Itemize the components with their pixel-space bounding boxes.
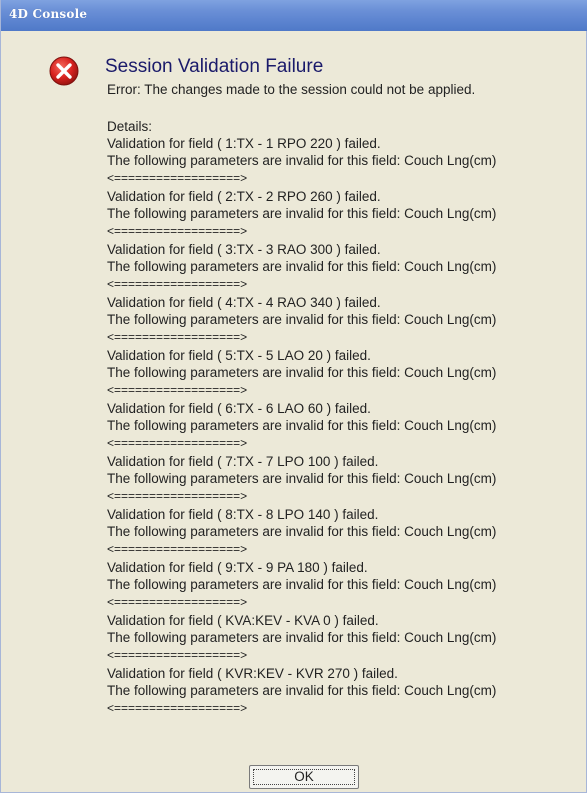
validation-line: Validation for field ( 4:TX - 4 RAO 340 ) failed. — [107, 295, 381, 310]
validation-line: Validation for field ( KVA:KEV - KVA 0 ) failed. — [107, 613, 379, 628]
error-message: Error: The changes made to the session could not be applied. — [107, 82, 476, 97]
invalid-params-line: The following parameters are invalid for this field: Couch Lng(cm) — [107, 312, 497, 327]
invalid-params-line: The following parameters are invalid for this field: Couch Lng(cm) — [107, 418, 497, 433]
details-label: Details: — [107, 119, 153, 134]
invalid-params-line: The following parameters are invalid for this field: Couch Lng(cm) — [107, 206, 497, 221]
validation-line: Validation for field ( 5:TX - 5 LAO 20 ) failed. — [107, 348, 371, 363]
invalid-params-line: The following parameters are invalid for this field: Couch Lng(cm) — [107, 471, 497, 486]
separator-line: <==================> — [107, 224, 248, 238]
window-title: 4D Console — [9, 7, 88, 21]
validation-line: Validation for field ( 2:TX - 2 RPO 260 ) failed. — [107, 189, 381, 204]
invalid-params-line: The following parameters are invalid for this field: Couch Lng(cm) — [107, 365, 497, 380]
validation-line: Validation for field ( 3:TX - 3 RAO 300 ) failed. — [107, 242, 381, 257]
separator-line: <==================> — [107, 383, 248, 397]
details-list — [107, 135, 577, 718]
invalid-params-line: The following parameters are invalid for this field: Couch Lng(cm) — [107, 153, 497, 168]
separator-line: <==================> — [107, 648, 248, 662]
validation-line: Validation for field ( 8:TX - 8 LPO 140 ) failed. — [107, 507, 379, 522]
invalid-params-line: The following parameters are invalid for this field: Couch Lng(cm) — [107, 683, 497, 698]
validation-line: Validation for field ( 9:TX - 9 PA 180 ) failed. — [107, 560, 368, 575]
separator-line: <==================> — [107, 595, 248, 609]
invalid-params-line: The following parameters are invalid for this field: Couch Lng(cm) — [107, 577, 497, 592]
separator-line: <==================> — [107, 171, 248, 185]
title-bar[interactable] — [1, 0, 587, 31]
separator-line: <==================> — [107, 277, 248, 291]
validation-line: Validation for field ( 7:TX - 7 LPO 100 ) failed. — [107, 454, 379, 469]
ok-button[interactable]: OK — [249, 765, 359, 789]
details-section — [107, 119, 577, 718]
invalid-params-line: The following parameters are invalid for this field: Couch Lng(cm) — [107, 259, 497, 274]
separator-line: <==================> — [107, 542, 248, 556]
validation-line: Validation for field ( 6:TX - 6 LAO 60 ) failed. — [107, 401, 371, 416]
separator-line: <==================> — [107, 330, 248, 344]
validation-line: Validation for field ( KVR:KEV - KVR 270 ) failed. — [107, 666, 398, 681]
separator-line: <==================> — [107, 701, 248, 715]
invalid-params-line: The following parameters are invalid for this field: Couch Lng(cm) — [107, 630, 497, 645]
validation-line: Validation for field ( 1:TX - 1 RPO 220 ) failed. — [107, 136, 381, 151]
dialog-title: Session Validation Failure — [105, 56, 324, 77]
error-icon — [48, 55, 80, 87]
invalid-params-line: The following parameters are invalid for this field: Couch Lng(cm) — [107, 524, 497, 539]
separator-line: <==================> — [107, 489, 248, 503]
separator-line: <==================> — [107, 436, 248, 450]
